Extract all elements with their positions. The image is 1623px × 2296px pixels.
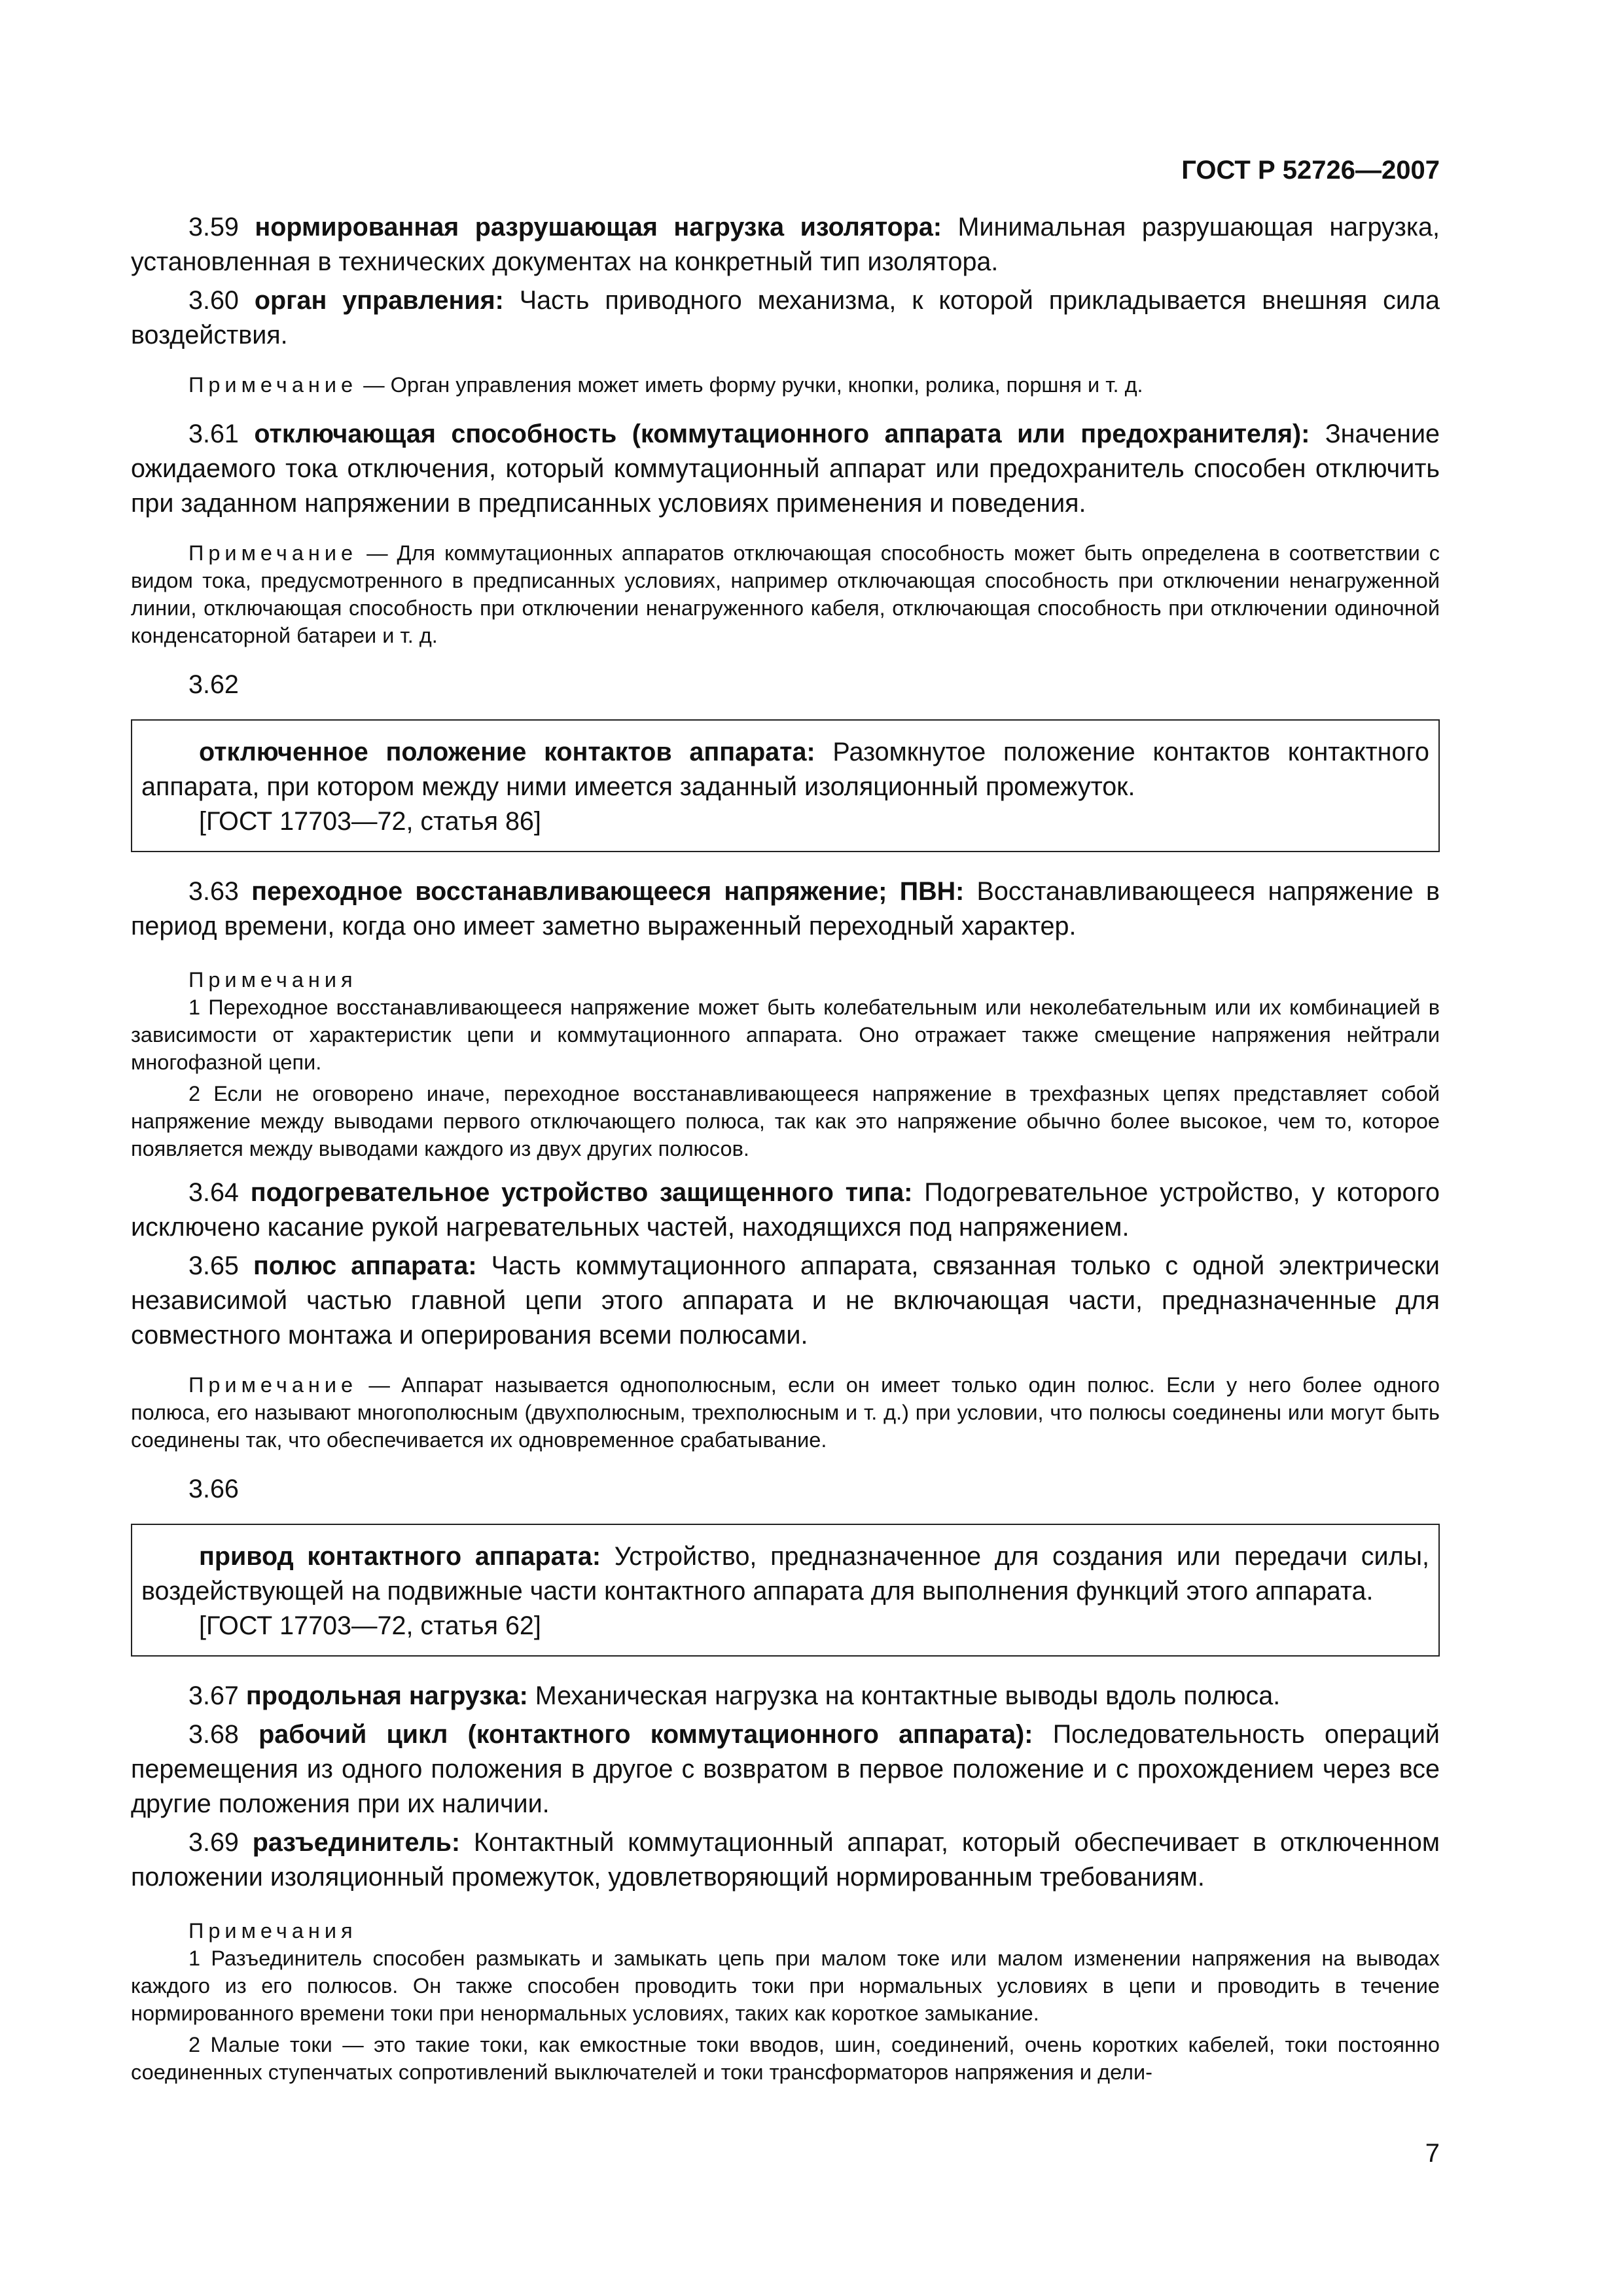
entry-3-61: [131, 417, 1440, 521]
entry-3-65: [131, 1249, 1440, 1353]
entry-3-68: [131, 1717, 1440, 1821]
entry-definition: Подогревательное устройство, у которого исключено касание рукой нагревательных частей, находящихся под напряжением.: [131, 1178, 1440, 1242]
entry-definition: Значение ожидаемого тока отключения, который коммутационный аппарат или предохранитель способен отключить при заданном напряжении в предписанных условиях применения и поведения.: [131, 420, 1440, 518]
entry-term: переходное восстанавливающееся напряжение;: [251, 877, 887, 906]
entry-term: подогревательное устройство защищенного типа:: [250, 1178, 913, 1207]
boxed-term-3-66: [131, 1524, 1440, 1657]
entry-abbreviation: ПВН:: [899, 877, 965, 906]
entry-3-60: [131, 283, 1440, 353]
entry-definition: Последовательность операций перемещения из одного положения в другое с возвратом в первое положение и с прохождением через все другие положения при их наличии.: [131, 1720, 1440, 1818]
note-3-60: [131, 371, 1440, 399]
entry-definition: Контактный коммутационный аппарат, который обеспечивает в отключенном положении изоляционный промежуток, удовлетворяющий нормированным требованиям.: [131, 1828, 1440, 1892]
note-text: — Аппарат называется однополюсным, если он имеет только один полюс. Если у него более одного полюса, его называют многополюсным (двухполюсным, трехполюсным и т. д.) при условии, что полюсы соединены или могут быть соединены так, что обеспечивается их одновременное срабатывание.: [131, 1373, 1440, 1452]
entry-term: отключенное положение контактов аппарата:: [199, 738, 815, 766]
note-item: 1 Разъединитель способен размыкать и замыкать цепь при малом токе или малом изменении напряжения на выводах каждого из его полюсов. Он также способен проводить токи при нормальных условиях в цепи и проводить в течение нормированного времени токи при ненормальных условиях, таких как короткое замыкание.: [131, 1946, 1440, 2025]
note-label: Примечание: [188, 1373, 358, 1397]
entry-definition: Механическая нагрузка на контактные выводы вдоль полюса.: [527, 1681, 1281, 1710]
entry-definition: Устройство, предназначенное для создания или передачи силы, воздействующей на подвижные части контактного аппарата для выполнения функций этого аппарата.: [141, 1542, 1429, 1605]
boxed-term-3-62: [131, 719, 1440, 852]
entry-term: рабочий цикл (контактного коммутационного аппарата):: [259, 1720, 1033, 1749]
note-item: 2 Малые токи — это такие токи, как емкостные токи вводов, шин, соединений, очень коротких кабелей, токи постоянно соединенных ступенчатых сопротивлений выключателей и токи трансформаторов напряжения и дели-: [131, 2033, 1440, 2084]
entry-definition: Часть приводного механизма, к которой прикладывается внешняя сила воздействия.: [131, 286, 1440, 350]
entry-3-59: [131, 210, 1440, 279]
document-page: [131, 154, 1440, 2090]
note-label: Примечание: [188, 373, 358, 397]
entry-term: орган управления:: [254, 286, 504, 315]
entry-number: 3.60: [188, 286, 239, 315]
entry-term: отключающая способность (коммутационного аппарата или предохранителя):: [254, 420, 1310, 448]
entry-term: нормированная разрушающая нагрузка изолятора:: [255, 213, 942, 242]
page-number: 7: [1425, 2139, 1440, 2168]
note-text: — Орган управления может иметь форму ручки, кнопки, ролика, поршня и т. д.: [357, 373, 1143, 397]
entry-3-63: [131, 874, 1440, 944]
document-id-header: ГОСТ Р 52726—2007: [1181, 156, 1440, 185]
entry-definition: Восстанавливающееся напряжение в период времени, когда оно имеет заметно выраженный переходный характер.: [131, 877, 1440, 941]
entry-number: 3.69: [188, 1828, 239, 1857]
entry-term: полюс аппарата:: [253, 1251, 477, 1280]
notes-heading-3-63: Примечания: [188, 968, 357, 992]
entry-definition: Часть коммутационного аппарата, связанная только с одной электрически независимой частью главной цепи этого аппарата и не включающая части, предназначенные для совместного монтажа и оперирования всеми полюсами.: [131, 1251, 1440, 1350]
entry-definition: Минимальная разрушающая нагрузка, установленная в технических документах на конкретный тип изолятора.: [131, 213, 1440, 276]
entry-3-69: [131, 1825, 1440, 1895]
entry-term: разъединитель:: [252, 1828, 461, 1857]
entry-3-67: [131, 1679, 1440, 1713]
entry-number: 3.61: [188, 420, 239, 448]
notes-heading-3-69: Примечания: [188, 1919, 357, 1943]
entry-3-62-number: 3.62: [188, 670, 239, 699]
note-item: 1 Переходное восстанавливающееся напряжение может быть колебательным или неколебательным или их комбинацией в зависимости от характеристик цепи и коммутационного аппарата. Оно отражает также смещение напряжения нейтрали многофазной цепи.: [131, 996, 1440, 1074]
entry-number: 3.64: [188, 1178, 239, 1207]
source-reference: [ГОСТ 17703—72, статья 62]: [199, 1611, 541, 1640]
note-item: 2 Если не оговорено иначе, переходное восстанавливающееся напряжение в трехфазных цепях представляет собой напряжение между выводами первого отключающего полюса, так как это напряжение обычно более высокое, чем то, которое появляется между выводами каждого из двух других полюсов.: [131, 1082, 1440, 1160]
note-text: — Для коммутационных аппаратов отключающая способность может быть определена в соответствии с видом тока, предусмотренного в предписанных условиях, например отключающая способность при отключении ненагруженной линии, отключающая способность при отключении ненагруженного кабеля, отключающая способность при отключении одиночной конденсаторной батареи и т. д.: [131, 541, 1440, 647]
entry-number: 3.67: [188, 1681, 239, 1710]
entry-3-62: [141, 735, 1429, 804]
entry-3-66-number: 3.66: [188, 1475, 239, 1503]
entry-term: продольная нагрузка:: [245, 1681, 528, 1710]
entry-definition: Разомкнутое положение контактов контактного аппарата, при котором между ними имеется заданный изоляционный промежуток.: [141, 738, 1429, 801]
source-reference: [ГОСТ 17703—72, статья 86]: [199, 807, 541, 836]
entry-3-64: [131, 1175, 1440, 1245]
note-label: Примечание: [188, 541, 358, 565]
entry-number: 3.59: [188, 213, 239, 242]
entry-number: 3.68: [188, 1720, 239, 1749]
note-3-61: [131, 539, 1440, 649]
note-3-65: [131, 1371, 1440, 1454]
entry-3-66: [141, 1539, 1429, 1609]
entry-number: 3.63: [188, 877, 239, 906]
entry-number: 3.65: [188, 1251, 239, 1280]
entry-term: привод контактного аппарата:: [199, 1542, 601, 1571]
